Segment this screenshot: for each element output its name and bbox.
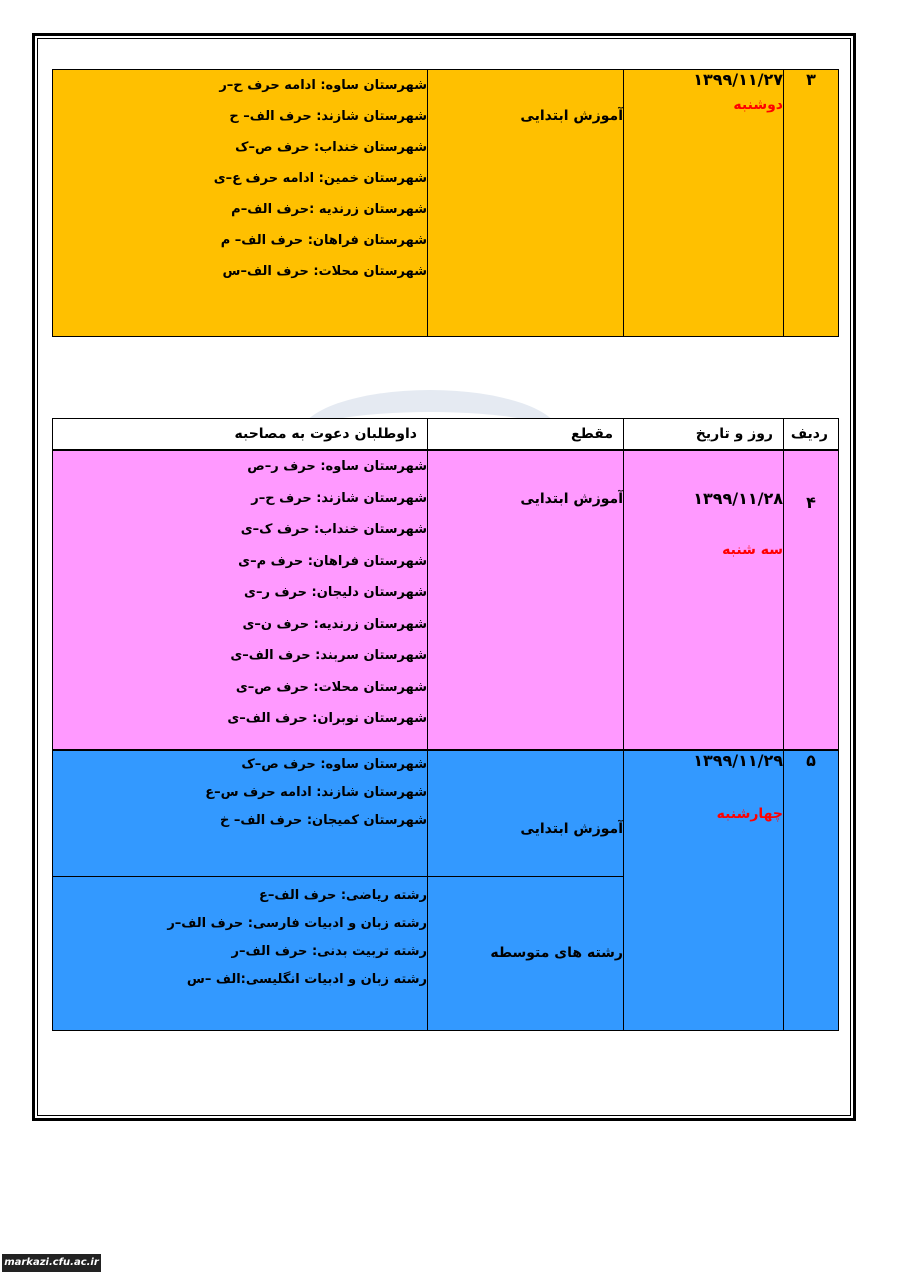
candidates-cell xyxy=(53,751,428,877)
candidate-line: شهرستان کمیجان: حرف الف– خ xyxy=(220,813,427,828)
candidate-line: شهرستان ساوه: ادامه حرف ح–ر xyxy=(219,78,427,93)
row-number: ۵ xyxy=(784,751,839,1031)
candidate-line: شهرستان شازند: حرف ح–ر xyxy=(251,490,427,506)
schedule-table-part-3 xyxy=(52,750,839,1031)
schedule-table-header xyxy=(52,418,839,450)
date-cell xyxy=(624,751,784,1031)
row-number: ۴ xyxy=(784,451,839,750)
date-value: ۱۳۹۹/۱۱/۲۸ xyxy=(693,489,783,508)
date-value: ۱۳۹۹/۱۱/۲۹ xyxy=(693,751,783,770)
candidate-line: رشته زبان و ادبیات انگلیسی:الف –س xyxy=(186,972,427,987)
date-cell xyxy=(624,451,784,750)
candidate-line: رشته ریاضی: حرف الف–ع xyxy=(259,888,427,903)
schedule-table-part-2 xyxy=(52,450,839,750)
candidate-line: شهرستان محلات: حرف الف–س xyxy=(222,264,427,279)
candidates-cell xyxy=(53,451,428,750)
candidate-line: شهرستان زرندیه: حرف ن–ی xyxy=(242,616,427,632)
schedule-row-3 xyxy=(52,69,838,337)
candidate-line: شهرستان خمین: ادامه حرف ع–ی xyxy=(213,171,427,186)
header-row-number: ردیف xyxy=(784,419,839,450)
candidate-line: شهرستان زرندیه :حرف الف–م xyxy=(231,202,427,217)
row-number: ۳ xyxy=(784,70,839,337)
candidate-line: شهرستان فراهان: حرف الف– م xyxy=(220,233,427,248)
candidate-line: شهرستان ساوه: حرف ر–ص xyxy=(247,459,427,474)
candidate-line: رشته زبان و ادبیات فارسی: حرف الف–ر xyxy=(167,916,427,931)
schedule-row-5 xyxy=(52,750,838,1031)
date-cell xyxy=(624,70,784,337)
candidate-line: شهرستان نوبران: حرف الف–ی xyxy=(227,711,427,726)
header-level: مقطع xyxy=(428,419,624,450)
level-cell: آموزش ابتدایی xyxy=(428,451,624,750)
day-name: دوشنبه xyxy=(733,97,783,113)
candidate-line: شهرستان سربند: حرف الف–ی xyxy=(230,648,427,663)
candidate-line: شهرستان خنداب: حرف ک–ی xyxy=(240,522,427,537)
level-cell: آموزش ابتدایی xyxy=(428,70,624,337)
candidates-cell xyxy=(53,70,428,337)
candidate-line: شهرستان ساوه: حرف ص–ک xyxy=(241,757,427,772)
level-cell: آموزش ابتدایی xyxy=(428,751,624,877)
candidate-line: شهرستان محلات: حرف ص–ی xyxy=(235,679,427,695)
candidate-line: شهرستان فراهان: حرف م–ی xyxy=(238,553,427,569)
table-header xyxy=(52,418,838,450)
schedule-row-4 xyxy=(52,450,838,750)
candidates-cell xyxy=(53,877,428,1031)
date-value: ۱۳۹۹/۱۱/۲۷ xyxy=(693,70,783,89)
header-date: روز و تاریخ xyxy=(624,419,784,450)
candidate-line: شهرستان شازند: ادامه حرف س–ع xyxy=(205,785,427,800)
candidate-line: شهرستان دلیجان: حرف ر–ی xyxy=(244,585,427,600)
candidate-line: شهرستان خنداب: حرف ص–ک xyxy=(235,140,427,155)
site-logo: markazi.cfu.ac.ir xyxy=(2,1254,101,1272)
level-cell: رشته های متوسطه xyxy=(428,877,624,1031)
day-name: چهارشنبه xyxy=(716,806,783,822)
candidate-line: شهرستان شازند: حرف الف– ح xyxy=(229,109,427,124)
header-candidates: داوطلبان دعوت به مصاحبه xyxy=(53,419,428,450)
day-name: سه شنبه xyxy=(722,542,783,558)
candidate-line: رشته تربیت بدنی: حرف الف–ر xyxy=(231,944,427,959)
schedule-table-part-1 xyxy=(52,69,839,337)
